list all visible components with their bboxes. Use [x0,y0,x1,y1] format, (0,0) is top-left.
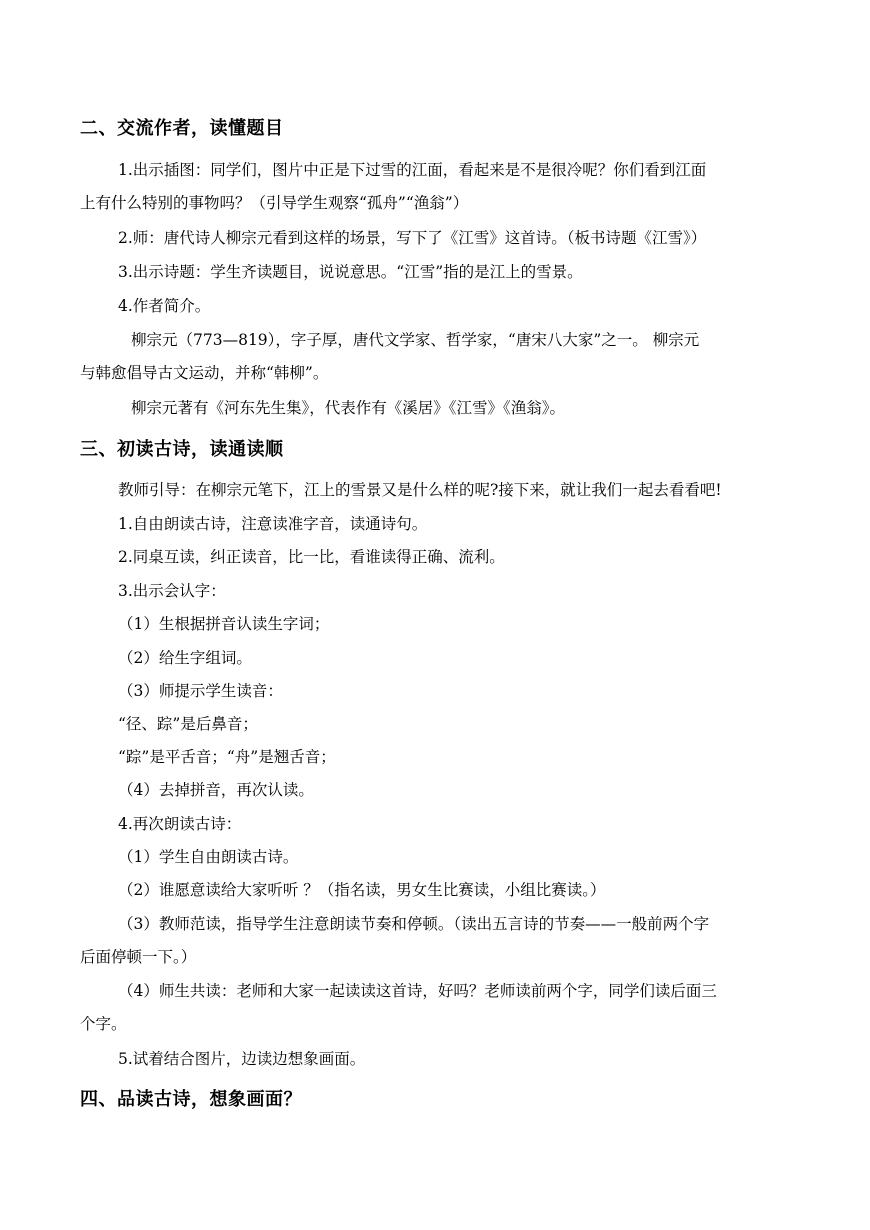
paragraph-line: （3）师提示学生读音： [118,682,283,700]
paragraph-line: 4.作者简介。 [118,297,211,315]
paragraph-line: 3.出示会认字： [118,582,226,600]
paragraph-line: 柳宗元（773—819），字子厚，唐代文学家、哲学家，“唐宋八大家”之一。 柳宗元 [131,331,700,349]
paragraph-line: 后面停顿一下。） [80,948,197,966]
paragraph-line: （2）谁愿意读给大家听听 ？（指名读，男女生比赛读，小组比赛读。） [118,881,606,899]
paragraph-line: （3）教师范读，指导学生注意朗读节奏和停顿。（读出五言诗的节奏——一般前两个字 [118,915,710,933]
paragraph-line: 个字。 [80,1015,127,1033]
paragraph-line: “踪”是平舌音；“舟”是翘舌音； [118,748,336,766]
paragraph-line: 2.师：唐代诗人柳宗元看到这样的场景，写下了《江雪》这首诗。（板书诗题《江雪》） [118,229,707,247]
paragraph-line: 4.再次朗读古诗： [118,815,242,833]
section-heading-3: 三、初读古诗，读通读顺 [80,439,284,460]
section-heading-2: 二、交流作者，读懂题目 [80,118,284,139]
paragraph-line: （1）生根据拼音认读生字词； [118,615,330,633]
paragraph-line: 3.出示诗题：学生齐读题目，说说意思。“江雪”指的是江上的雪景。 [118,263,583,281]
paragraph-line: 教师引导：在柳宗元笔下，江上的雪景又是什么样的呢?接下来，就让我们一起去看看吧! [118,481,722,499]
paragraph-line: 与韩愈倡导古文运动，并称“韩柳”。 [80,364,329,382]
paragraph-line: 1.自由朗读古诗，注意读准字音，读通诗句。 [118,515,428,533]
paragraph-line: （4）师生共读：老师和大家一起读读这首诗，好吗？老师读前两个字，同学们读后面三 [118,982,717,1000]
paragraph-line: 1.出示插图：同学们，图片中正是下过雪的江面，看起来是不是很冷呢？你们看到江面 [118,161,707,179]
paragraph-line: 2.同桌互读，纠正读音，比一比，看谁读得正确、流利。 [118,548,505,566]
section-heading-4: 四、品读古诗，想象画面？ [80,1089,302,1110]
paragraph-line: 5.试着结合图片，边读边想象画面。 [118,1050,366,1068]
paragraph-line: （4）去掉拼音，再次认读。 [118,781,314,799]
paragraph-line: 柳宗元著有《河东先生集》，代表作有《溪居》《江雪》《渔翁》。 [131,399,566,417]
paragraph-line: （1）学生自由朗读古诗。 [118,848,299,866]
paragraph-line: （2）给生字组词。 [118,649,252,667]
paragraph-line: 上有什么特别的事物吗？（引导学生观察“孤舟”“渔翁”） [80,194,469,212]
paragraph-line: “径、踪”是后鼻音； [118,715,258,733]
